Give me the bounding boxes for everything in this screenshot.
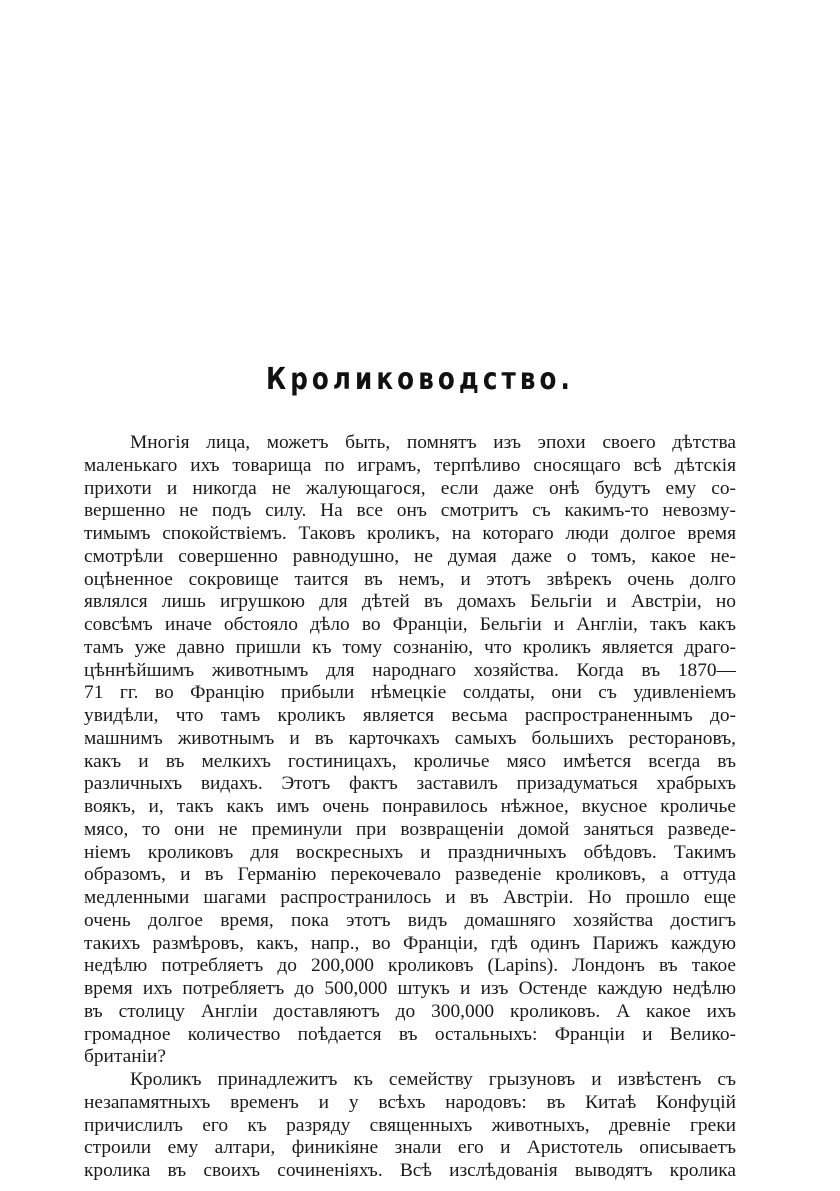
text-line: очень долгое время, пока этотъ видъ домашняго хозяйства достигъ xyxy=(84,909,736,931)
text-line: въ столицу Англіи доставляютъ до 300,000 кроликовъ. А какое ихъ xyxy=(84,1000,736,1022)
text-line: оцѣненное сокровище таится въ немъ, и этотъ звѣрекъ очень долго xyxy=(84,568,736,590)
text-line: маленькаго ихъ товарища по играмъ, терпѣливо сносящаго всѣ дѣтскія xyxy=(84,454,736,476)
text-line: недѣлю потребляетъ до 200,000 кроликовъ (Lapins). Лондонъ въ такое xyxy=(84,955,736,977)
text-line: незапамятныхъ временъ и у всѣхъ народовъ: въ Китаѣ Конфуцій xyxy=(84,1091,736,1113)
text-line: какъ и въ мелкихъ гостиницахъ, кроличье мясо имѣется всегда въ xyxy=(84,750,736,772)
text-line: ніемъ кроликовъ для воскресныхъ и праздничныхъ обѣдовъ. Такимъ xyxy=(84,841,736,863)
text-line: время ихъ потребляетъ до 500,000 штукъ и изъ Остенде каждую недѣлю xyxy=(84,978,736,999)
text-line: смотрѣли совершенно равнодушно, не думая даже о томъ, какое не- xyxy=(84,545,736,567)
text-line: тимымъ спокойствіемъ. Таковъ кроликъ, на котораго люди долгое время xyxy=(84,523,736,544)
text-line: громадное количество поѣдается въ остальныхъ: Франціи и Велико- xyxy=(84,1023,736,1045)
text-line: Многія лица, можетъ быть, помнятъ изъ эпохи своего дѣтства xyxy=(130,432,736,453)
text-line: воякъ, и, такъ какъ имъ очень понравилось нѣжное, вкусное кроличье xyxy=(84,796,736,817)
text-line: машнимъ животнымъ и въ карточкахъ самыхъ большихъ ресторановъ, xyxy=(84,727,736,749)
text-line: мясо, то они не преминули при возвращеніи домой заняться разведе- xyxy=(84,818,736,840)
text-line: 71 гг. во Францію прибыли нѣмецкіе солдаты, они съ удивленіемъ xyxy=(84,682,736,704)
text-line: образомъ, и въ Германію перекочевало разведеніе кроликовъ, а оттуда xyxy=(84,864,736,886)
text-line: являлся лишь игрушкою для дѣтей въ домахъ Бельгіи и Австріи, но xyxy=(84,591,736,613)
text-line: тамъ уже давно пришли къ тому сознанію, что кроликъ является драго- xyxy=(84,636,736,658)
text-line: вершенно не подъ силу. На все онъ смотритъ съ какимъ-то невозму- xyxy=(84,500,736,522)
text-line: кролика въ своихъ сочиненіяхъ. Всѣ изслѣдованія выводятъ кролика xyxy=(84,1160,736,1181)
text-line: причислилъ его къ разряду священныхъ животныхъ, древніе греки xyxy=(84,1114,736,1136)
text-line: медленными шагами распространилось и въ Австріи. Но прошло еще xyxy=(84,887,736,908)
text-line: совсѣмъ иначе обстояло дѣло во Франціи, Бельгіи и Англіи, такъ какъ xyxy=(84,614,736,635)
text-line: прихоти и никогда не жалующагося, если даже онѣ будутъ ему со- xyxy=(84,477,736,499)
text-line: британіи? xyxy=(84,1046,167,1068)
text-line: такихъ размѣровъ, какъ, напр., во Франціи, гдѣ одинъ Парижъ каждую xyxy=(84,932,736,954)
text-line: Кроликъ принадлежитъ къ семейству грызуновъ и извѣстенъ съ xyxy=(130,1069,736,1090)
text-line: строили ему алтари, финикіяне знали его и Аристотель описываетъ xyxy=(84,1137,736,1159)
article-body xyxy=(84,432,736,1183)
text-line: увидѣли, что тамъ кроликъ является весьма распространеннымъ до- xyxy=(84,705,736,726)
text-line: различныхъ видахъ. Этотъ фактъ заставилъ призадуматься храбрыхъ xyxy=(84,773,736,795)
text-line: цѣннѣйшимъ животнымъ для народнаго хозяйства. Когда въ 1870— xyxy=(84,659,736,681)
chapter-title: Кролиководство. xyxy=(266,362,574,397)
